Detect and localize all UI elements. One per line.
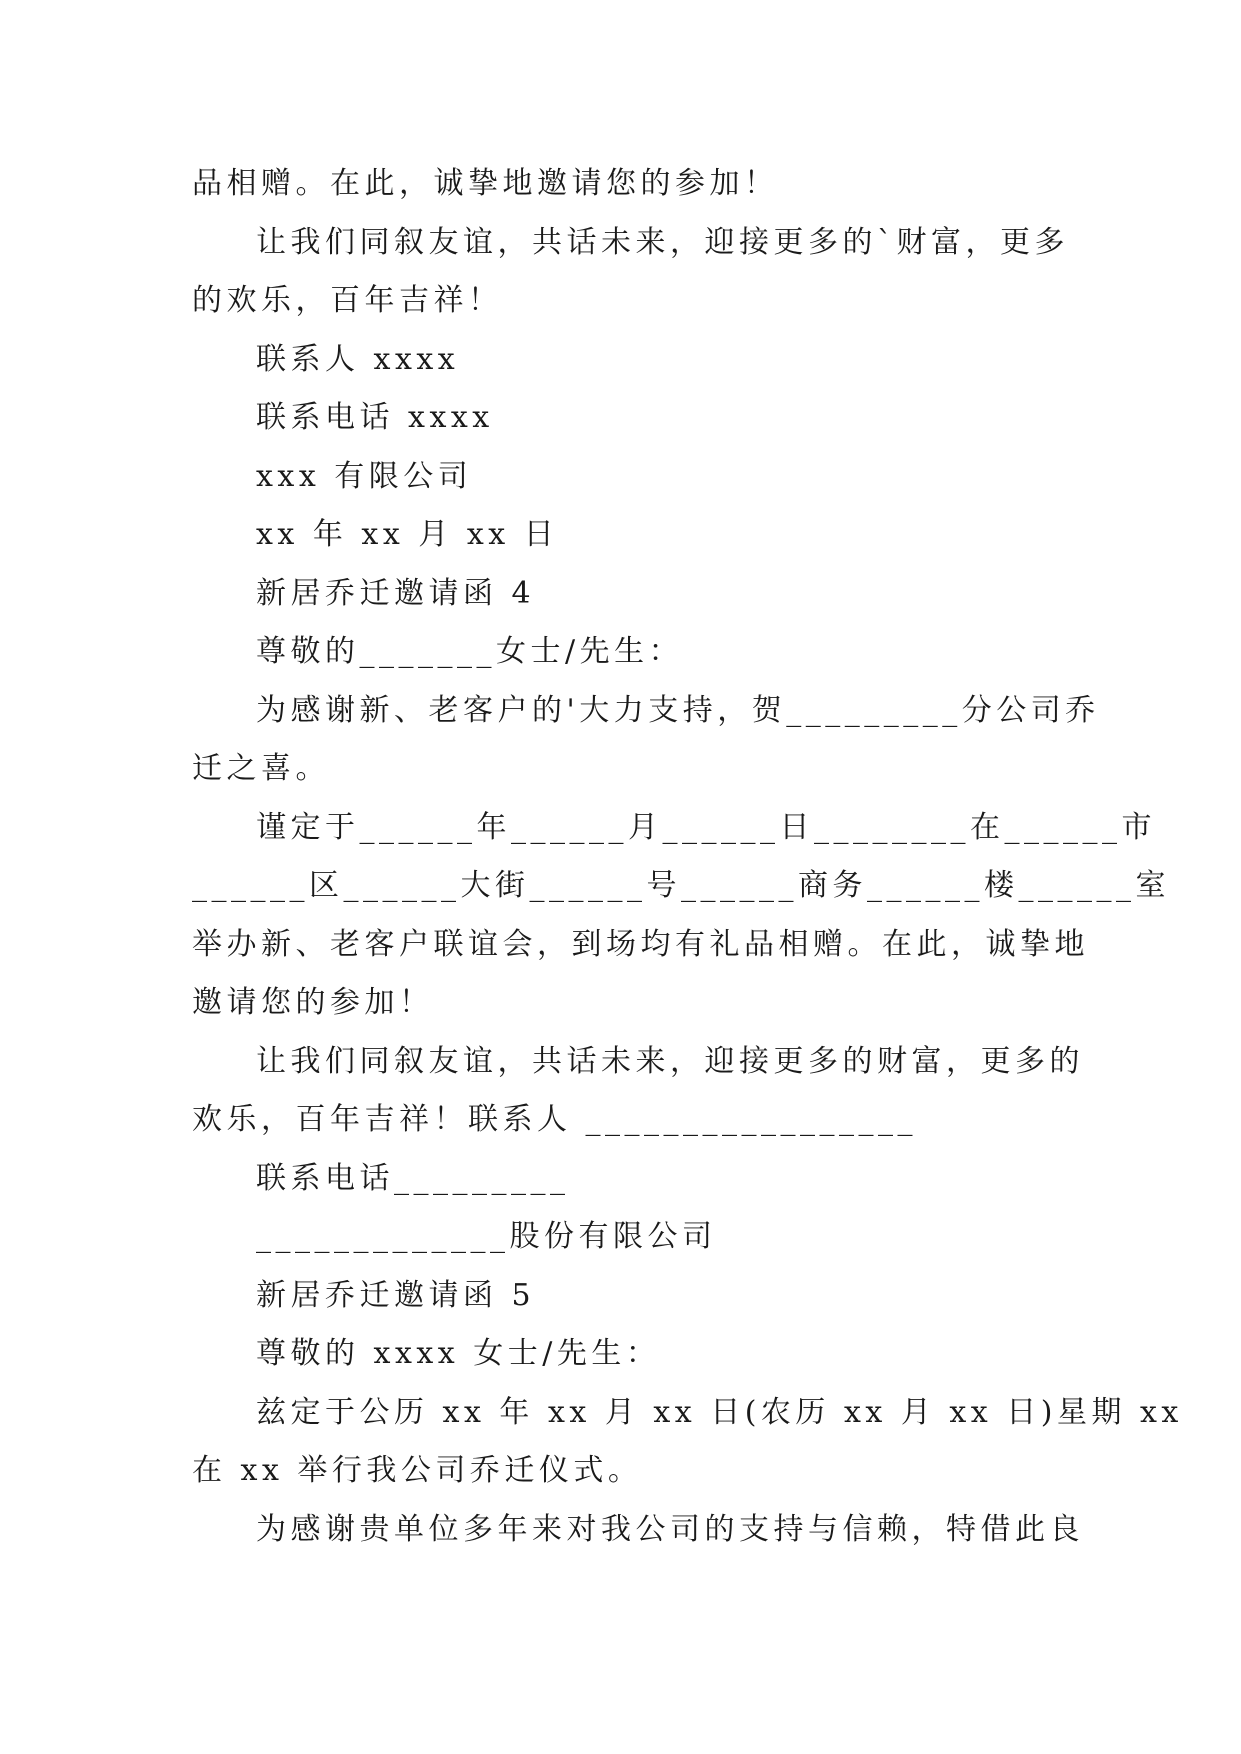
text-line: 让我们同叙友谊，共话未来，迎接更多的财富，更多的 [256, 1043, 1084, 1079]
company-name: _____________股份有限公司 [256, 1219, 717, 1254]
text-line: 为感谢新、老客户的'大力支持，贺_________分公司乔 [256, 692, 1100, 728]
contact-phone: 联系电话 xxxx [256, 400, 494, 435]
text-line: 谨定于______年______月______日________在______市 [256, 809, 1156, 845]
text-line: 让我们同叙友谊，共话未来，迎接更多的`财富，更多 [256, 224, 1069, 260]
text-line: 的欢乐，百年吉祥！ [192, 283, 503, 318]
text-line: 欢乐，百年吉祥！联系人 _________________ [192, 1102, 918, 1137]
salutation: 尊敬的 xxxx 女士/先生： [256, 1336, 661, 1371]
section-heading-4: 新居乔迁邀请函 4 [256, 575, 536, 611]
company-name: xxx 有限公司 [256, 458, 473, 494]
section-heading-5: 新居乔迁邀请函 5 [256, 1277, 536, 1313]
salutation: 尊敬的_______女士/先生： [256, 634, 684, 669]
contact-person: 联系人 xxxx [256, 341, 460, 377]
contact-phone: 联系电话_________ [256, 1160, 570, 1196]
document-body [192, 155, 1183, 1559]
text-line: 举办新、老客户联谊会，到场均有礼品相赠。在此，诚挚地 [192, 926, 1089, 962]
text-line: 邀请您的参加！ [192, 985, 434, 1020]
text-line: ______区______大街______号______商务______楼______室 [192, 868, 1170, 903]
text-line: 品相赠。在此，诚挚地邀请您的参加！ [192, 166, 779, 201]
text-line: 迁之喜。 [192, 751, 330, 786]
text-line: 在 xx 举行我公司乔迁仪式。 [192, 1453, 643, 1488]
text-line: 兹定于公历 xx 年 xx 月 xx 日(农历 xx 月 xx 日)星期 xx [256, 1394, 1183, 1430]
date-line: xx 年 xx 月 xx 日 [256, 517, 559, 552]
text-line: 为感谢贵单位多年来对我公司的支持与信赖，特借此良 [256, 1511, 1084, 1547]
